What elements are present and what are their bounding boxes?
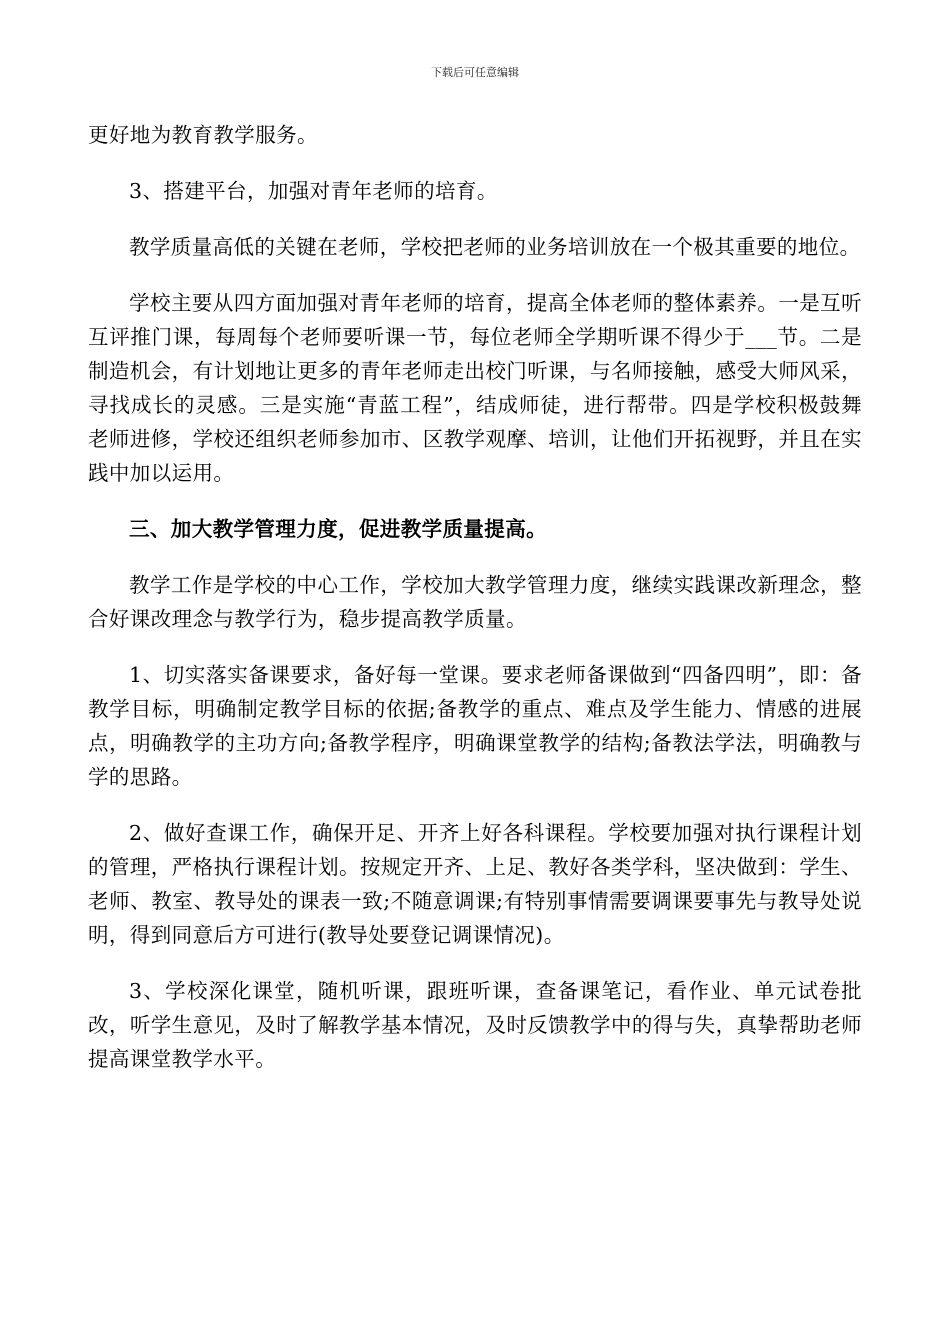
page-header: 下载后可任意编辑	[431, 66, 519, 79]
section-heading-3: 三、加大教学管理力度，促进教学质量提高。	[129, 517, 547, 541]
paragraph-teaching-work: 教学工作是学校的中心工作，学校加大教学管理力度，继续实践课改新理念，整合好课改理念与教学行为，稳步提高教学质量。	[88, 573, 862, 631]
document-body	[88, 118, 862, 1098]
paragraph-item-3-heading: 3、搭建平台，加强对青年老师的培育。	[129, 179, 498, 203]
paragraph-lesson-prep: 1、切实落实备课要求，备好每一堂课。要求老师备课做到“四备四明”，即：备教学目标，明确制定教学目标的依据;备教学的重点、难点及学生能力、情感的进展点，明确教学的主功方向;备教学程序，明确课堂教学的结构;备教法学法，明确教与学的思路。	[88, 663, 862, 789]
paragraph-continuation: 更好地为教育教学服务。	[88, 123, 318, 147]
paragraph-class-check: 2、做好查课工作，确保开足、开齐上好各科课程。学校要加强对执行课程计划的管理，严格执行课程计划。按规定开齐、上足、教好各类学科，坚决做到：学生、老师、教室、教导处的课表一致;不随意调课;有特别事情需要调课要事先与教导处说明，得到同意后方可进行(教导处要登记调课情况)。	[88, 821, 862, 947]
paragraph-teacher-key: 教学质量高低的关键在老师，学校把老师的业务培训放在一个极其重要的地位。	[129, 235, 861, 259]
paragraph-classroom-deepen: 3、学校深化课堂，随机听课，跟班听课，查备课笔记，看作业、单元试卷批改，听学生意见，及时了解教学基本情况，及时反馈教学中的得与失，真挚帮助老师提高课堂教学水平。	[88, 979, 862, 1071]
paragraph-training-aspects: 学校主要从四方面加强对青年老师的培育，提高全体老师的整体素养。一是互听互评推门课，每周每个老师要听课一节，每位老师全学期听课不得少于___节。二是制造机会，有计划地让更多的青年老师走出校门听课，与名师接触，感受大师风采，寻找成长的灵感。三是实施“青蓝工程”，结成师徒，进行帮带。四是学校积极鼓舞老师进修，学校还组织老师参加市、区教学观摩、培训，让他们开拓视野，并且在实践中加以运用。	[88, 291, 862, 485]
